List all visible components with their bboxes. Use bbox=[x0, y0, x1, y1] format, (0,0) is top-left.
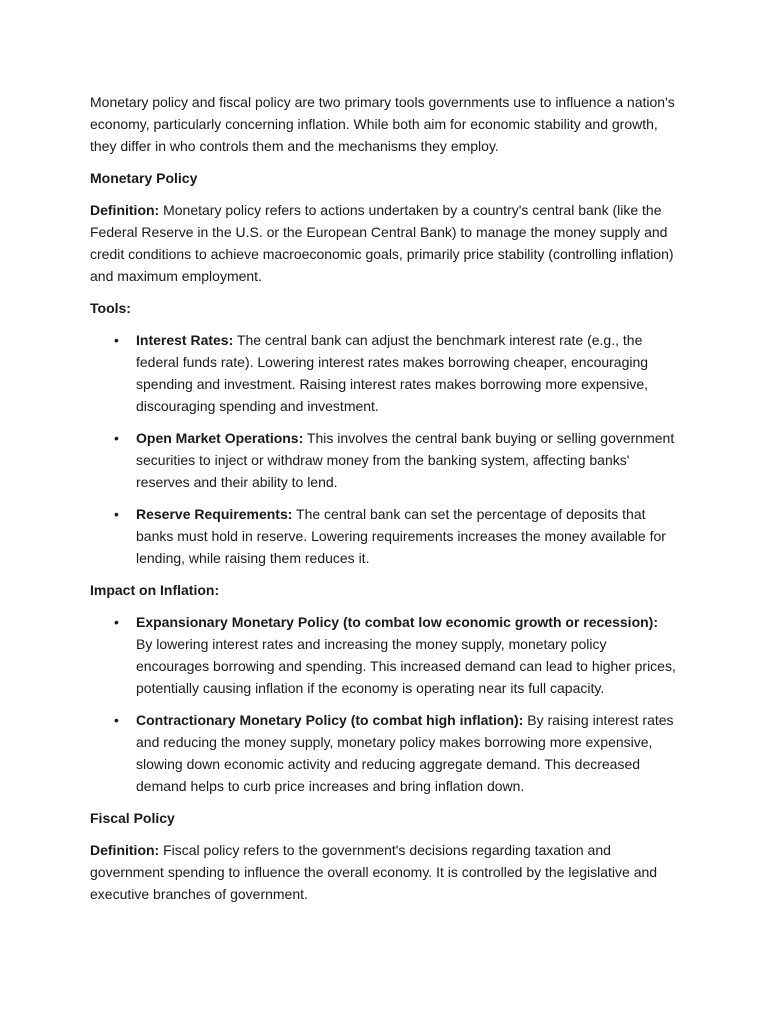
tools-heading: Tools: bbox=[90, 300, 131, 316]
list-item-contractionary bbox=[90, 709, 678, 797]
impact-term: Expansionary Monetary Policy (to combat low economic growth or recession): bbox=[136, 614, 658, 630]
bullet-icon: • bbox=[114, 506, 119, 522]
tools-list bbox=[90, 329, 678, 569]
list-item-expansionary bbox=[90, 611, 678, 699]
tool-term: Reserve Requirements: bbox=[136, 506, 293, 522]
tool-term: Interest Rates: bbox=[136, 332, 234, 348]
bullet-icon: • bbox=[114, 614, 119, 630]
impact-text: By raising interest rates and reducing the money supply, monetary policy makes borrowing more expensive, slowing down economic activity and reducing aggregate demand. This decreased demand helps to curb price increases and bring inflation down. bbox=[136, 712, 674, 794]
monetary-definition-paragraph bbox=[90, 199, 678, 287]
tool-text: The central bank can set the percentage of deposits that banks must hold in reserve. Lowering requirements increases the money available for lending, while raising them reduces it. bbox=[136, 506, 666, 566]
tool-text: This involves the central bank buying or selling government securities to inject or withdraw money from the banking system, affecting banks' reserves and their ability to lend. bbox=[136, 430, 675, 490]
monetary-policy-heading: Monetary Policy bbox=[90, 170, 198, 186]
fiscal-definition-label: Definition: bbox=[90, 842, 160, 858]
bullet-icon: • bbox=[114, 712, 119, 728]
monetary-definition-text: Monetary policy refers to actions undertaken by a country's central bank (like the Federal Reserve in the U.S. or the European Central Bank) to manage the money supply and credit conditions to achieve macroeconomic goals, primarily price stability (controlling inflation) and maximum employment. bbox=[90, 202, 674, 284]
fiscal-policy-heading: Fiscal Policy bbox=[90, 810, 175, 826]
fiscal-definition-text: Fiscal policy refers to the government's decisions regarding taxation and government spending to influence the overall economy. It is controlled by the legislative and executive branches of government. bbox=[90, 842, 658, 902]
impact-on-inflation-heading: Impact on Inflation: bbox=[90, 582, 220, 598]
list-item-interest-rates bbox=[90, 329, 678, 417]
bullet-icon: • bbox=[114, 332, 119, 348]
list-item-open-market-operations bbox=[90, 427, 678, 493]
intro-paragraph: Monetary policy and fiscal policy are two primary tools governments use to influence a nation's economy, particularly concerning inflation. While both aim for economic stability and growth, they differ in who controls them and the mechanisms they employ. bbox=[90, 94, 675, 154]
impact-term: Contractionary Monetary Policy (to combat high inflation): bbox=[136, 712, 524, 728]
fiscal-definition-paragraph bbox=[90, 839, 678, 905]
tool-text: The central bank can adjust the benchmark interest rate (e.g., the federal funds rate). Lowering interest rates makes borrowing cheaper, encouraging spending and investment. Raising interest rates makes borrowing more expensive, discouraging spending and investment. bbox=[136, 332, 649, 414]
bullet-icon: • bbox=[114, 430, 119, 446]
tool-term: Open Market Operations: bbox=[136, 430, 304, 446]
impact-text: By lowering interest rates and increasing the money supply, monetary policy encourages borrowing and spending. This increased demand can lead to higher prices, potentially causing inflation if the economy is operating near its full capacity. bbox=[136, 636, 676, 696]
list-item-reserve-requirements bbox=[90, 503, 678, 569]
impact-list bbox=[90, 611, 678, 797]
monetary-definition-label: Definition: bbox=[90, 202, 160, 218]
